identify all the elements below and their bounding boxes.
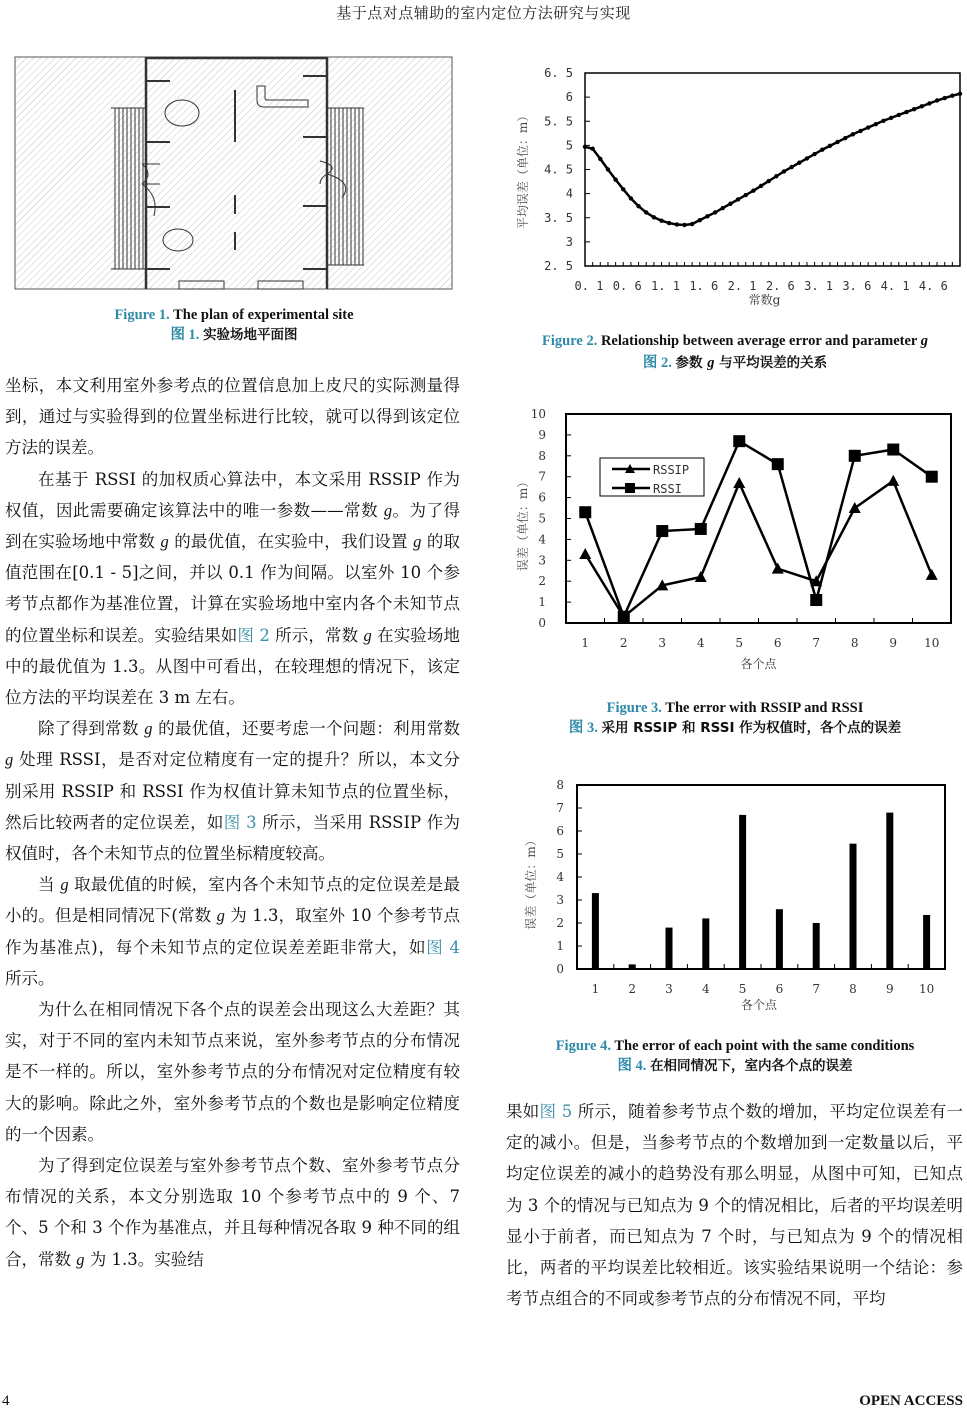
text-run: 当 (38, 875, 61, 895)
x-tick-label: 4. 1 (880, 279, 910, 293)
y-tick-label: 9 (538, 427, 546, 442)
text-run: 取最优值的时候，室内各个未知节点的定位误差是最小的。但是相同情况下(常数 (5, 875, 460, 926)
caption-en: The error of each point with the same conditions (611, 1038, 915, 1054)
x-tick-label: 2. 1 (727, 279, 757, 293)
figure-3-link[interactable]: 图 3 (223, 812, 257, 832)
figure-1-caption (14, 305, 454, 345)
data-point (606, 167, 610, 171)
x-tick-label: 4 (701, 982, 710, 996)
marker-square (772, 458, 784, 470)
bar (666, 928, 673, 969)
x-tick-label: 6 (775, 982, 784, 996)
caption-cn: 采用 RSSIP 和 RSSI 作为权值时，各个点的误差 (601, 720, 902, 736)
data-point (636, 204, 640, 208)
open-access-label: OPEN ACCESS (859, 1393, 963, 1409)
marker-square (810, 594, 822, 606)
figure-3-chart (505, 400, 965, 680)
bar (776, 909, 783, 969)
series-line-rssip (585, 481, 932, 617)
marker-square (656, 525, 668, 537)
bar (629, 964, 636, 969)
x-tick-label: 7 (812, 636, 821, 650)
y-tick-label: 6 (565, 90, 573, 105)
marker-square (926, 471, 938, 483)
y-tick-label: 4 (565, 186, 573, 201)
y-tick-label: 8 (556, 778, 564, 792)
data-point (789, 165, 793, 169)
data-point (958, 92, 962, 96)
x-tick-label: 0. 1 (574, 279, 604, 293)
x-axis-title: 常数g (748, 293, 781, 307)
text-run: 所示。 (5, 968, 55, 988)
y-axis-title: 误差（单位：m） (516, 475, 530, 572)
left-column (5, 370, 460, 1275)
data-point (759, 184, 763, 188)
text-run: 。为了得到在实验场地中常数 (5, 500, 461, 552)
caption-cn-a: 参数 (675, 355, 708, 371)
math-var: g (413, 532, 422, 552)
running-title: 基于点对点辅助的室内定位方法研究与实现 (336, 4, 631, 22)
y-tick-label: 7 (538, 469, 546, 484)
legend-label: RSSI (653, 482, 682, 496)
y-tick-label: 5 (538, 511, 546, 526)
x-tick-label: 7 (812, 982, 821, 996)
y-tick-label: 6. 5 (544, 66, 573, 80)
bar (813, 923, 820, 969)
data-point (667, 221, 671, 225)
data-point (652, 215, 656, 219)
data-point (644, 210, 648, 214)
y-tick-label: 5 (565, 138, 573, 153)
y-tick-label: 4 (538, 532, 546, 547)
data-point (713, 210, 717, 214)
marker-triangle (887, 475, 899, 486)
text-run: 的最优值，在实验中，我们设置 (168, 532, 414, 552)
x-tick-label: 9 (885, 982, 894, 996)
series-line (585, 94, 960, 225)
paragraph: 坐标，本文利用室外参考点的位置信息加上皮尺的实际测量得到，通过与实验得到的位置坐标进行比较，就可以得到该定位方法的误差。 (5, 376, 460, 458)
data-point (659, 218, 663, 222)
y-axis-title: 误差（单位：m） (524, 834, 538, 930)
x-tick-label: 8 (850, 636, 859, 650)
right-column (506, 1096, 963, 1314)
paragraph (5, 713, 460, 869)
data-point (897, 113, 901, 117)
math-var: g (160, 532, 169, 552)
figure-3 (505, 400, 965, 680)
data-point (682, 223, 686, 227)
marker-triangle (695, 571, 707, 582)
y-tick-label: 6 (538, 490, 546, 505)
data-point (820, 148, 824, 152)
y-tick-label: 0 (538, 616, 546, 630)
data-point (920, 104, 924, 108)
y-tick-label: 3 (565, 234, 573, 249)
data-point (698, 218, 702, 222)
data-point (866, 125, 870, 129)
math-var: g (5, 750, 14, 770)
math-var: g (363, 625, 372, 645)
y-tick-label: 7 (556, 801, 564, 815)
data-point (621, 187, 625, 191)
y-tick-label: 6 (556, 824, 564, 838)
bar (702, 918, 709, 969)
x-tick-label: 2 (628, 982, 637, 996)
data-point (851, 132, 855, 136)
figure-4-caption (505, 1036, 965, 1076)
x-axis-title: 各个点 (740, 998, 778, 1012)
data-point (590, 147, 594, 151)
data-point (774, 174, 778, 178)
x-tick-label: 10 (924, 636, 940, 650)
data-point (912, 107, 916, 111)
y-tick-label: 3. 5 (544, 210, 573, 225)
data-point (598, 157, 602, 161)
x-tick-label: 9 (889, 636, 898, 650)
text-run: 果如 (506, 1102, 540, 1121)
y-tick-label: 10 (530, 407, 546, 421)
page-number: 4 (2, 1393, 10, 1409)
data-point (881, 119, 885, 123)
data-point (904, 110, 908, 114)
bar (923, 915, 930, 969)
data-point (935, 98, 939, 102)
text-run: 所示，随着参考节点个数的增加，平均定位误差有一定的减小。但是，当参考节点的个数增加到一定数量以后，平均定位误差的减小的趋势没有那么明显，从图中可知，已知点为 3 个的情况与已知点为 9 个的情况相比，后者的平均误差明显小于前者，而已知点为 7 个时，与已知点为 9 个的情况相比，两者的平均误差比较相近。该实验结果说明一个结论：参考节点组合的不同或参考节点的分布情况不同，平均 (506, 1102, 964, 1309)
bar (739, 815, 746, 969)
data-point (583, 145, 587, 149)
x-tick-label: 1. 6 (689, 279, 719, 293)
text-run: 为 1.3。实验结 (84, 1249, 204, 1269)
data-point (874, 122, 878, 126)
data-point (751, 189, 755, 193)
y-tick-label: 3 (556, 893, 564, 907)
x-tick-label: 4. 6 (918, 279, 948, 293)
floor-plan (14, 56, 454, 291)
marker-square (849, 450, 861, 462)
x-tick-label: 3. 1 (804, 279, 834, 293)
math-var: g (76, 1249, 85, 1269)
figure-4-chart (505, 772, 965, 1022)
math-var: g (60, 875, 69, 895)
text-run: 在实验场地中的最优值为 1.3。从图中可看出，在较理想的情况下，该定位方法的平均误差在 3 m 左右。 (5, 625, 461, 708)
x-tick-label: 3. 6 (842, 279, 872, 293)
figure-4-link[interactable]: 图 4 (426, 937, 460, 957)
x-tick-label: 2 (619, 636, 628, 650)
caption-cn-prefix: 图 1. (170, 327, 200, 343)
text-run: 在基于 RSSI 的加权质心算法中，本文采用 RSSIP 作为权值，因此需要确定该算法中的唯一参数——常数 (5, 469, 460, 520)
marker-square (887, 444, 899, 456)
figure-5-link[interactable]: 图 5 (539, 1102, 573, 1121)
caption-en-prefix: Figure 1. (114, 307, 170, 323)
data-point (690, 222, 694, 226)
marker-square (733, 435, 745, 447)
caption-en: The error with RSSIP and RSSI (661, 700, 864, 716)
data-point (766, 179, 770, 183)
bar (886, 813, 893, 969)
marker-square (618, 611, 630, 623)
math-var: g (216, 906, 225, 926)
y-tick-label: 2. 5 (544, 259, 573, 273)
bar (850, 844, 857, 969)
caption-en-prefix: Figure 3. (606, 700, 662, 716)
text-run: 所示，常数 (269, 625, 364, 645)
data-point (889, 116, 893, 120)
data-point (835, 140, 839, 144)
bar (592, 893, 599, 969)
paragraph (5, 869, 460, 994)
x-tick-label: 6 (773, 636, 782, 650)
data-point (805, 156, 809, 160)
caption-en-prefix: Figure 2. (542, 333, 598, 349)
caption-en: The plan of experimental site (169, 307, 354, 323)
math-var: g (144, 719, 153, 739)
caption-cn-prefix: 图 2. (642, 355, 672, 371)
data-point (613, 177, 617, 181)
caption-cn-b: 与平均误差的关系 (714, 355, 828, 371)
figure-2 (505, 58, 965, 318)
plot-frame (585, 73, 960, 266)
caption-en-prefix: Figure 4. (555, 1038, 611, 1054)
x-axis-title: 各个点 (740, 657, 777, 671)
caption-cn: 在相同情况下，室内各个点的误差 (650, 1058, 853, 1074)
y-tick-label: 5 (556, 847, 564, 861)
x-tick-label: 1 (581, 636, 590, 650)
text-run: 为 1.3，取室外 10 个参考节点作为基准点)，每个未知节点的定位误差差距非常大，如 (5, 906, 460, 957)
paragraph (5, 1150, 460, 1275)
y-tick-label: 0 (556, 962, 564, 976)
data-point (728, 202, 732, 206)
y-tick-label: 4. 5 (544, 162, 573, 177)
figure-3-caption (505, 698, 965, 738)
text-run: 所示，当采用 RSSIP 作为权值时，各个未知节点的位置坐标精度较高。 (5, 812, 460, 864)
data-point (744, 193, 748, 197)
y-tick-label: 8 (538, 448, 546, 463)
x-tick-label: 5 (735, 636, 744, 650)
y-tick-label: 1 (556, 939, 564, 953)
y-tick-label: 3 (538, 553, 546, 568)
caption-cn-prefix: 图 3. (568, 720, 598, 736)
marker-square (579, 506, 591, 518)
marker-square (695, 523, 707, 535)
data-point (927, 101, 931, 105)
x-tick-label: 0. 6 (612, 279, 642, 293)
figure-2-caption (505, 331, 965, 373)
text-run: 处理 RSSI，是否对定位精度有一定的提升？所以，本文分别采用 RSSIP 和 RSSI 作为权值计算未知节点的位置坐标，然后比较两者的定位误差，如 (5, 750, 460, 832)
legend-marker-square (625, 483, 635, 493)
x-tick-label: 3 (665, 982, 673, 996)
x-tick-label: 2. 6 (765, 279, 795, 293)
data-point (675, 222, 679, 226)
caption-en-var: g (920, 333, 928, 349)
data-point (828, 144, 832, 148)
y-axis-title: 平均误差（单位：m） (516, 109, 530, 230)
math-var: g (383, 500, 393, 520)
data-point (858, 129, 862, 133)
x-tick-label: 3 (658, 636, 667, 650)
data-point (629, 196, 633, 200)
paragraph (506, 1096, 963, 1314)
y-tick-label: 1 (538, 595, 546, 610)
text-run: 为了得到定位误差与室外参考节点个数、室外参考节点分布情况的关系，本文分别选取 10 个参考节点中的 9 个、7 个、5 个和 3 个作为基准点，并且每种情况各取 9 种不同的组合，常数 (5, 1156, 460, 1269)
caption-cn-var: g (707, 355, 715, 371)
marker-triangle (926, 569, 938, 580)
data-point (942, 96, 946, 100)
caption-en: Relationship between average error and parameter (597, 333, 921, 349)
figure-2-link[interactable]: 图 2 (237, 625, 270, 645)
data-point (721, 206, 725, 210)
x-tick-label: 1. 1 (651, 279, 680, 293)
y-tick-label: 2 (538, 574, 546, 589)
text-run: 的取值范围在[0.1 - 5]之间，并以 0.1 作为间隔。以室外 10 个参考节点都作为基准位置，计算在实验场地中室内各个未知节点的位置坐标和误差。实验结果如 (5, 532, 460, 645)
data-point (705, 214, 709, 218)
figure-2-chart (505, 58, 965, 318)
data-point (950, 93, 954, 97)
y-tick-label: 5. 5 (544, 114, 573, 129)
x-tick-label: 4 (696, 636, 705, 650)
legend-label: RSSIP (653, 463, 690, 477)
figure-1 (14, 56, 454, 291)
data-point (812, 152, 816, 156)
text-run: 的最优值，还要考虑一个问题：利用常数 (152, 719, 460, 739)
y-tick-label: 2 (556, 916, 564, 930)
x-tick-label: 10 (918, 982, 935, 996)
caption-cn: 实验场地平面图 (203, 327, 298, 343)
y-tick-label: 4 (556, 870, 564, 884)
x-tick-label: 5 (738, 982, 747, 996)
caption-cn-prefix: 图 4. (617, 1058, 647, 1074)
marker-triangle (772, 563, 784, 574)
site-boundary (15, 57, 452, 289)
marker-triangle (733, 477, 745, 488)
paragraph (5, 464, 460, 714)
data-point (797, 161, 801, 165)
data-point (736, 197, 740, 201)
text-run: 除了得到常数 (38, 719, 145, 739)
figure-4 (505, 772, 965, 1022)
x-tick-label: 1 (591, 982, 600, 996)
paragraph: 为什么在相同情况下各个点的误差会出现这么大差距？其实，对于不同的室内未知节点来说，室外参考节点的分布情况是不一样的。所以，室外参考节点的分布情况对定位精度有较大的影响。除此之外，室外参考节点的个数也是影响定位精度的一个因素。 (5, 1000, 460, 1144)
marker-triangle (579, 548, 591, 559)
data-point (843, 136, 847, 140)
x-tick-label: 8 (849, 982, 857, 996)
data-point (782, 169, 786, 173)
